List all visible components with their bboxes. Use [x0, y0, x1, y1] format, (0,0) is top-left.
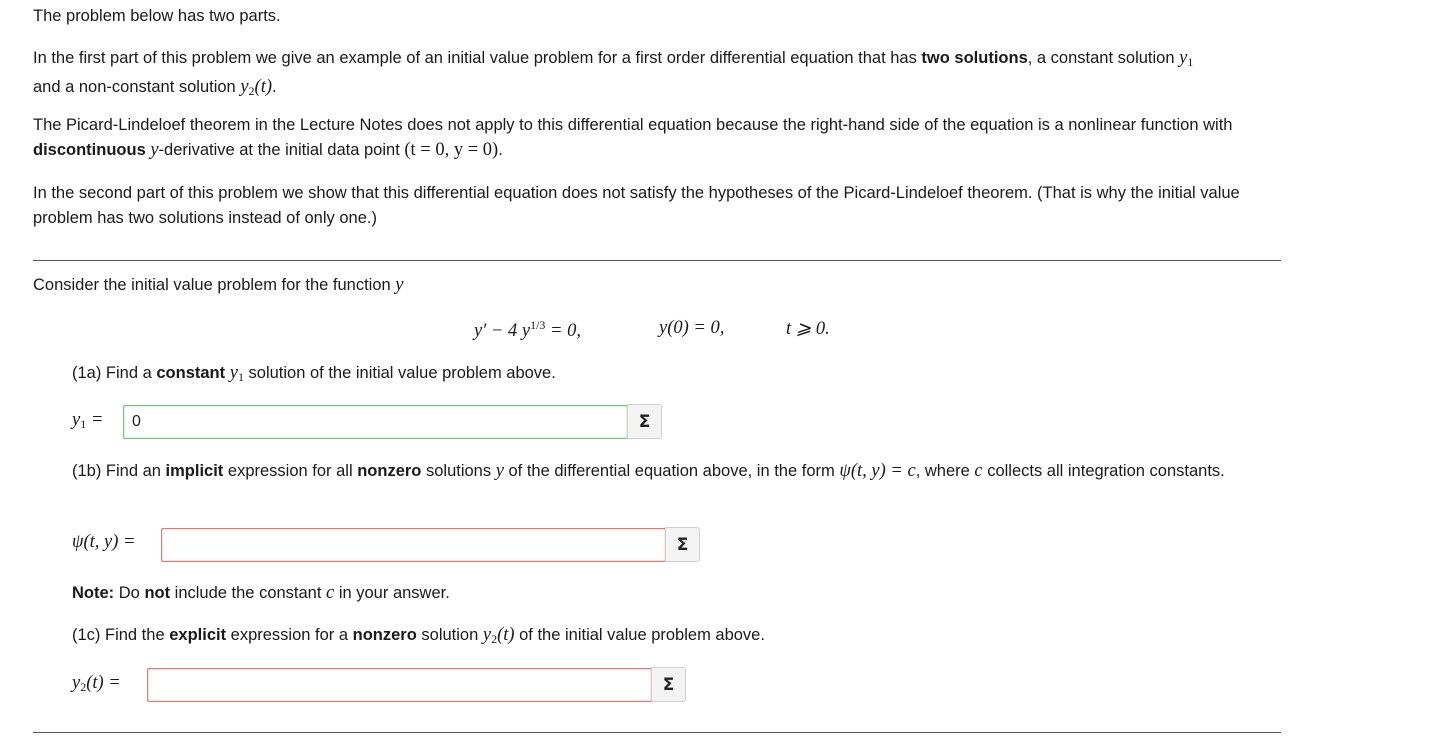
answer-1c-label: $y_2(t)$ =: [72, 673, 121, 694]
answer-1a-input[interactable]: [123, 405, 628, 439]
math-initial-point: (t = 0, y = 0): [404, 140, 499, 160]
sigma-button-1c[interactable]: [651, 667, 686, 702]
intro-paragraph-4: In the second part of this problem we show that this differential equation does not satisfy the hypotheses of the Picard-Lindeloef theorem. (That is why the initial value problem has two solutions instead of only one.): [33, 184, 1240, 227]
equation-domain: t ⩾ 0.: [786, 319, 830, 339]
equation-initial-condition: y(0) = 0,: [659, 318, 725, 338]
math-y2t: $y_2(t)$: [240, 77, 273, 98]
answer-1b-input[interactable]: [161, 528, 666, 562]
sigma-icon: Σ: [638, 411, 651, 432]
sigma-icon: Σ: [662, 674, 675, 695]
sigma-button-1b[interactable]: [665, 527, 700, 562]
part-1c-text: (1c) Find the explicit expression for a nonzero solution $y_2(t)$ of the initial value problem above.: [72, 625, 765, 646]
answer-1c-input[interactable]: [147, 668, 652, 702]
part-1a-text: (1a) Find a constant $y_1$ solution of the initial value problem above.: [72, 363, 556, 384]
divider-bottom: [33, 732, 1281, 733]
intro-paragraph-1: The problem below has two parts.: [33, 7, 281, 25]
part-1b-note: Note: Do not include the constant c in your answer.: [72, 583, 450, 603]
divider-top: [33, 260, 1281, 261]
intro-paragraph-3: The Picard-Lindeloef theorem in the Lecture Notes does not apply to this differential equation because the right-hand side of the equation is a nonlinear function with discontinuous y-derivative at the initial data point (t = 0, y = 0).: [33, 116, 1233, 160]
answer-1b-label: ψ(t, y) =: [72, 532, 136, 552]
equation-ode: y′ − 4 $y^{1/3} = 0$,: [474, 318, 582, 341]
part-1b-text: (1b) Find an implicit expression for all nonzero solutions y of the differential equation above, in the form ψ(t, y) = c, where c collects all integration constants.: [72, 461, 1225, 481]
sigma-icon: Σ: [676, 534, 689, 555]
math-y1: $y_1$: [1179, 48, 1194, 69]
answer-1a-label: $y_1$ =: [72, 410, 104, 431]
intro-paragraph-2: In the first part of this problem we give an example of an initial value problem for a first order differential equation that has two solutions, a constant solution $y_1$ and a non-constant solution $y_2(t)$.: [33, 48, 1194, 98]
sigma-button-1a[interactable]: [627, 404, 662, 439]
consider-text: Consider the initial value problem for the function y: [33, 275, 404, 295]
